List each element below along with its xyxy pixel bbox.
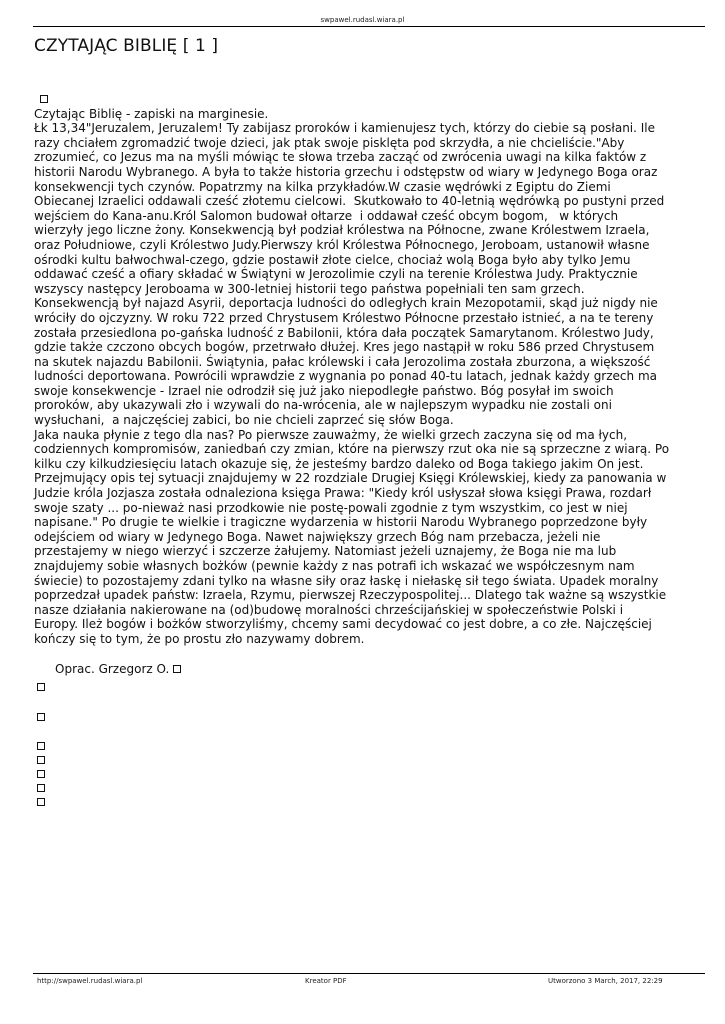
placeholder-glyph-icon: [37, 756, 45, 764]
article-text: [34, 107, 689, 647]
article-line: poprzedzał upadek państw: Izraela, Rzymu, pierwszej Rzeczypospolitej... Dlatego tak ważne są wszystkie: [34, 588, 667, 603]
placeholder-glyph-icon: [37, 784, 45, 792]
footer-created-date: Utworzono 3 March, 2017, 22:29: [548, 977, 663, 985]
article-line: wejściem do Kana-anu.Król Salomon budował ołtarze i oddawał cześć obcym bogom, w których: [34, 208, 619, 223]
article-line: znajdujemy sobie własnych bożków (pewnie każdy z nas potrafi ich wskazać we współczesnym nam: [34, 559, 635, 573]
placeholder-glyph-icon: [37, 798, 45, 806]
footer-divider: [33, 973, 705, 974]
article-line: konsekwencji tych czynów. Popatrzmy na kilka przykładów.W czasie wędrówki z Egiptu do Ziemi: [34, 179, 611, 194]
article-line: Europy. Ileż bogów i bożków stworzyliśmy, chcemy sami decydować co jest dobre, a co złe. Najczęściej: [34, 617, 652, 632]
article-body: [34, 92, 689, 806]
article-line: odejściem od wiary w Jedynego Boga. Nawet największy grzech Bóg nam przebacza, jeżeli nie: [34, 529, 601, 544]
article-line: ludności deportowana. Powrócili wprawdzie z wygnania po ponad 40-tu latach, jednak każdy grzech ma: [34, 369, 657, 384]
article-line: wróciły do ojczyzny. W roku 722 przed Chrystusem Królestwo Północne przestało istnieć, a na te tereny: [34, 310, 654, 325]
footer-site-link[interactable]: http://swpawel.rudasl.wiara.pl: [37, 977, 143, 985]
article-line: wszyscy następcy Jeroboama w 300-letniej historii tego państwa popełniali ten sam grzech.: [34, 281, 585, 296]
article-line: kończy się to tym, że po prostu zło nazywamy dobrem.: [34, 631, 365, 646]
article-line: razy chciałem zgromadzić twoje dzieci, jak ptak swoje pisklęta pod skrzydła, a nie chcieliście."Aby: [34, 135, 625, 150]
signature-text: Oprac. Grzegorz O.: [55, 661, 174, 676]
article-line: oraz Południowe, czyli Królestwo Judy.Pierwszy król Królestwa Północnego, Jeroboam, ustanowił własne: [34, 237, 650, 252]
page-title: CZYTAJĄC BIBLIĘ [ 1 ]: [34, 36, 219, 56]
placeholder-glyph-icon: [37, 770, 45, 778]
placeholder-row: [34, 92, 689, 107]
placeholder-glyph-icon: [37, 742, 45, 750]
article-line: napisane." Po drugie te wielkie i tragiczne wydarzenia w historii Narodu Wybranego poprzedzone były: [34, 515, 648, 530]
article-line: Przejmujący opis tej sytuacji znajdujemy w 22 rozdziale Drugiej Księgi Królewskiej, kiedy za panowania w: [34, 471, 667, 486]
footer-generator: Kreator PDF: [305, 977, 347, 985]
article-line: Obiecanej Izraelici oddawali cześć złotemu cielcowi. Skutkowało to 40-letnią wędrówką po pustyni przed: [34, 194, 665, 209]
article-line: oddawać cześć a ofiary składać w Świątyni w Jerozolimie czyli na terenie Królestwa Judy. Praktycznie: [34, 267, 638, 282]
article-line: na skutek najazdu Babilonii. Świątynia, pałac królewski i cała Jerozolima została zburzona, a większość: [34, 354, 651, 369]
article-line: proroków, aby ukazywali zło i wzywali do na-wrócenia, ale w najlepszym wypadku nie zostali oni: [34, 398, 612, 413]
article-signature: [34, 662, 689, 677]
article-line: wierzyły jego liczne żony. Konsekwencją był podział królestwa na Północne, zwane Królestwem Izraela,: [34, 223, 650, 238]
article-line: Judzie króla Jozjasza została odnaleziona księga Prawa: "Kiedy król usłyszał słowa księgi Prawa, rozdarł: [34, 486, 652, 501]
article-line: zrozumieć, co Jezus ma na myśli mówiąc te słowa trzeba zacząć od zwrócenia uwagi na kilka faktów z: [34, 150, 647, 165]
article-line: Jaka nauka płynie z tego dla nas? Po pierwsze zauważmy, że wielki grzech zaczyna się od ma łych,: [34, 427, 628, 442]
header-divider: [33, 26, 705, 27]
article-line: została przesiedlona po-gańska ludność z Babilonii, która dała początek Samarytanom. Królestwo Judy,: [34, 325, 654, 340]
article-line: kilku czy kilkudziesięciu latach okazuje się, że jesteśmy bardzo daleko od Boga takiego jakim On jest.: [34, 456, 644, 471]
placeholder-glyph-icon: [40, 95, 48, 103]
article-line: Konsekwencją był najazd Asyrii, deportacja ludności do odległych krain Mezopotamii, skąd już nigdy nie: [34, 296, 658, 311]
article-line: swoje konsekwencje - Izrael nie odrodził się już jako niepodległe państwo. Bóg posyłał im swoich: [34, 383, 614, 398]
article-line: nasze działania nakierowane na (od)budowę moralności chrześcijańskiej w społeczeństwie Polski i: [34, 602, 624, 617]
article-line: codziennych kompromisów, zaniedbań czy zmian, które na pierwszy rzut oka nie są sprzeczne z wiarą. Po: [34, 442, 670, 457]
site-header: swpawel.rudasl.wiara.pl: [320, 16, 405, 24]
placeholder-glyph-icon: [173, 665, 181, 673]
article-line: Czytając Biblię - zapiski na marginesie.: [34, 106, 269, 121]
placeholder-glyph-icon: [37, 713, 45, 721]
article-line: historii Narodu Wybranego. A była to także historia grzechu i odstępstw od wiary w Jedynego Boga oraz: [34, 164, 658, 179]
placeholder-glyph-icon: [37, 683, 45, 691]
article-line: świecie) to pozostajemy zdani tylko na własne siły oraz łaskę i niełaskę sił tego świata. Upadek moralny: [34, 573, 659, 588]
article-line: Łk 13,34"Jeruzalem, Jeruzalem! Ty zabijasz proroków i kamienujesz tych, którzy do ciebie są posłani. Ile: [34, 121, 656, 136]
article-line: swoje szaty ... po-nieważ nasi przodkowie nie postę-powali zgodnie z tym wszystkim, co jest w niej: [34, 500, 628, 515]
article-line: wysłuchani, a najczęściej zabici, bo nie chcieli zaprzeć się słów Boga.: [34, 413, 454, 428]
article-line: gdzie także czczono obcych bogów, przetrwało dłużej. Kres jego nastąpił w roku 586 przed Chrystusem: [34, 340, 655, 355]
article-line: przestajemy w niego wierzyć i szczerze żałujemy. Natomiast jeżeli uznajemy, że Boga nie ma lub: [34, 544, 617, 559]
article-line: ośrodki kultu bałwochwal-czego, gdzie postawił złote cielce, chociaż wolą Boga było aby tylko Jemu: [34, 252, 631, 267]
